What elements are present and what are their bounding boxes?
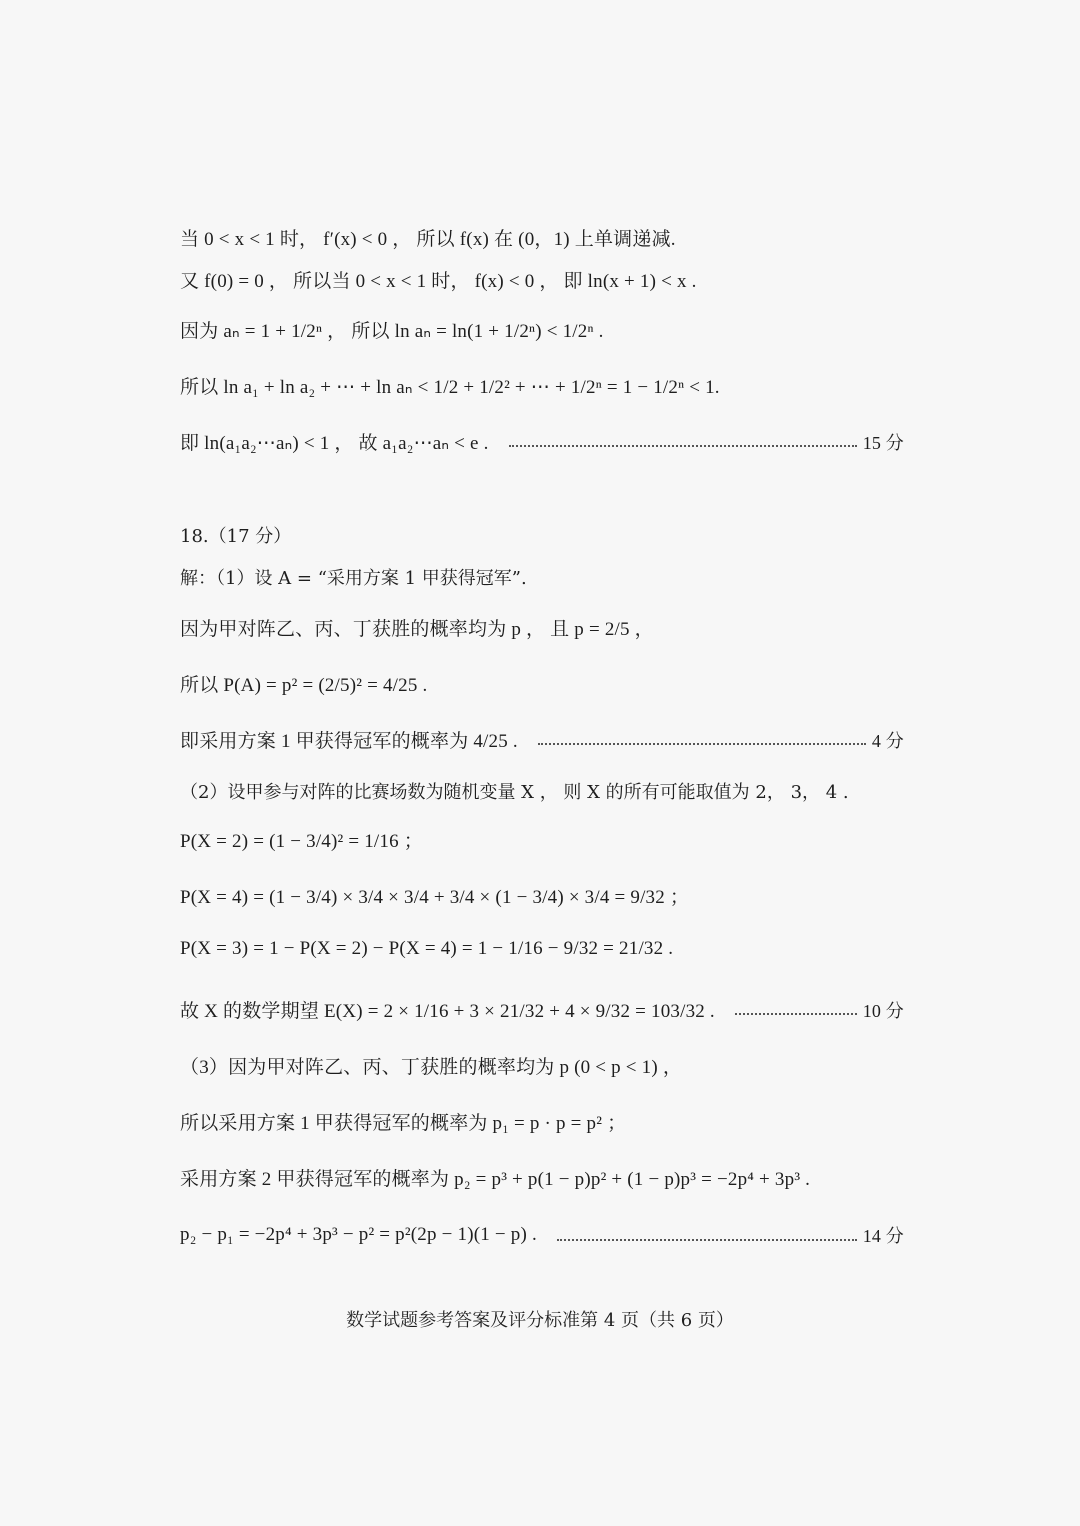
formula-line: P(X = 3) = 1 − P(X = 2) − P(X = 4) = 1 − 1/16 − 9/32 = 21/32 . <box>180 938 674 959</box>
question-heading: 18.（17 分） <box>180 526 292 547</box>
page-footer: 数学试题参考答案及评分标准第 4 页（共 6 页） <box>346 1310 734 1331</box>
solution-line: 因为 aₙ = 1 + 1/2ⁿ ， 所以 ln aₙ = ln(1 + 1/2ⁿ) < 1/2ⁿ . <box>180 321 604 342</box>
solution-line: （2）设甲参与对阵的比赛场数为随机变量 X ， 则 X 的所有可能取值为 2， 3， 4 . <box>180 782 849 803</box>
solution-line: 因为甲对阵乙、丙、丁获胜的概率均为 p ， 且 p = 2/5 ， <box>180 619 654 640</box>
solution-line: 又 f(0) = 0 ， 所以当 0 < x < 1 时， f(x) < 0 ， 即 ln(x + 1) < x . <box>180 271 697 292</box>
solution-line: 所以 ln a₁ + ln a₂ + ⋯ + ln aₙ < 1/2 + 1/2² + ⋯ + 1/2ⁿ = 1 − 1/2ⁿ < 1. <box>180 377 720 398</box>
solution-line: 采用方案 2 甲获得冠军的概率为 p₂ = p³ + p(1 − p)p² + (1 − p)p³ = −2p⁴ + 3p³ . <box>180 1169 811 1190</box>
score-label: 15 分 <box>862 432 904 453</box>
dot-leader <box>557 1238 857 1241</box>
solution-line-scored: p₂ − p₁ = −2p⁴ + 3p³ − p² = p²(2p − 1)(1 − p) . 14 分 <box>180 1224 904 1246</box>
solution-line: （3）因为甲对阵乙、丙、丁获胜的概率均为 p (0 < p < 1) ， <box>180 1057 683 1078</box>
solution-line: 当 0 < x < 1 时， f′(x) < 0 ， 所以 f(x) 在 (0，1) 上单调递减. <box>180 229 676 250</box>
dot-leader <box>735 1012 857 1015</box>
score-label: 4 分 <box>871 730 904 751</box>
score-label: 10 分 <box>862 1000 904 1021</box>
solution-line-scored: 即采用方案 1 甲获得冠军的概率为 4/25 . 4 分 <box>180 726 904 753</box>
dot-leader <box>509 444 857 447</box>
dot-leader <box>538 742 866 745</box>
formula-line: P(X = 4) = (1 − 3/4) × 3/4 × 3/4 + 3/4 × (1 − 3/4) × 3/4 = 9/32 ； <box>180 887 690 908</box>
score-label: 14 分 <box>862 1226 904 1246</box>
formula-line: P(X = 2) = (1 − 3/4)² = 1/16 ； <box>180 831 423 852</box>
solution-line: 所以 P(A) = p² = (2/5)² = 4/25 . <box>180 675 428 696</box>
solution-line-scored: 故 X 的数学期望 E(X) = 2 × 1/16 + 3 × 21/32 + 4 × 9/32 = 103/32 . 10 分 <box>180 996 904 1023</box>
solution-line: 所以采用方案 1 甲获得冠军的概率为 p₁ = p · p = p² ； <box>180 1113 627 1134</box>
solution-line: 解：（1）设 A = “采用方案 1 甲获得冠军”. <box>180 568 527 589</box>
solution-line-scored: 即 ln(a₁a₂⋯aₙ) < 1 ， 故 a₁a₂⋯aₙ < e . 15 分 <box>180 428 904 455</box>
